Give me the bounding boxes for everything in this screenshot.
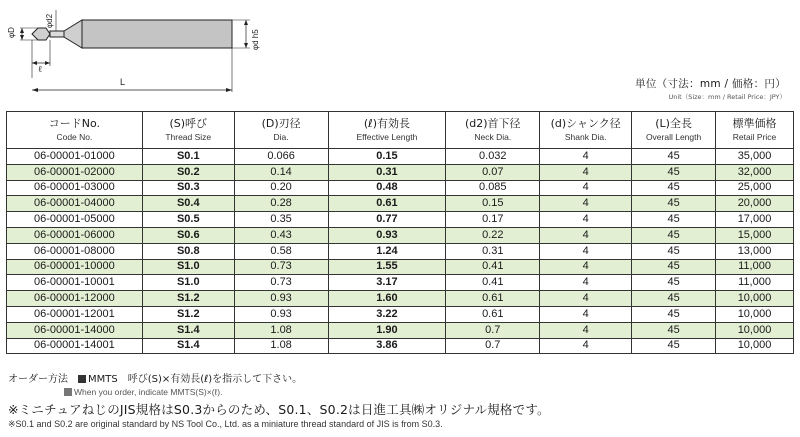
cell-thread-size: S0.6 — [142, 227, 234, 243]
cell-shank-dia: 4 — [540, 259, 632, 275]
cell-thread-size: S1.0 — [142, 259, 234, 275]
cell-retail-price: 11,000 — [716, 259, 794, 275]
cell-shank-dia: 4 — [540, 322, 632, 338]
cell-shank-dia: 4 — [540, 164, 632, 180]
header-overall-length: (L)全長 Overall Length — [632, 112, 716, 149]
table-row — [7, 149, 794, 165]
cell-overall-length: 45 — [632, 338, 716, 354]
header-effective-length: (ℓ)有効長 Effective Length — [328, 112, 446, 149]
table-row — [7, 291, 794, 307]
header-shank-dia: (d)シャンク径 Shank Dia. — [540, 112, 632, 149]
tool-drawing — [0, 0, 290, 100]
header-code: コードNo. Code No. — [7, 112, 143, 149]
header-dia: (D)刃径 Dia. — [234, 112, 328, 149]
cell-neck-dia: 0.15 — [446, 196, 540, 212]
cell-dia: 0.20 — [234, 180, 328, 196]
cell-shank-dia: 4 — [540, 338, 632, 354]
cell-retail-price: 15,000 — [716, 227, 794, 243]
length-L-label: L — [120, 77, 126, 87]
cell-dia: 0.93 — [234, 306, 328, 322]
cell-dia: 1.08 — [234, 338, 328, 354]
cell-dia: 0.73 — [234, 275, 328, 291]
cell-thread-size: S1.0 — [142, 275, 234, 291]
jis-note-jp: ※ミニチュアねじのJIS規格はS0.3からのため、S0.1、S0.2は日進工具㈱オリジナル規格です。 — [8, 402, 550, 417]
cell-shank-dia: 4 — [540, 243, 632, 259]
cell-shank-dia: 4 — [540, 227, 632, 243]
spec-table — [6, 111, 794, 354]
cell-thread-size: S0.8 — [142, 243, 234, 259]
cell-dia: 1.08 — [234, 322, 328, 338]
cell-retail-price: 17,000 — [716, 212, 794, 228]
cell-dia: 0.28 — [234, 196, 328, 212]
cell-overall-length: 45 — [632, 275, 716, 291]
cell-shank-dia: 4 — [540, 196, 632, 212]
table-row — [7, 306, 794, 322]
table-header-row — [7, 112, 794, 149]
table-row — [7, 259, 794, 275]
cell-neck-dia: 0.61 — [446, 306, 540, 322]
cell-overall-length: 45 — [632, 149, 716, 165]
notes — [8, 373, 798, 430]
table-row — [7, 180, 794, 196]
cell-code: 06-00001-01000 — [7, 149, 143, 165]
cell-thread-size: S0.5 — [142, 212, 234, 228]
cell-thread-size: S0.4 — [142, 196, 234, 212]
cell-neck-dia: 0.17 — [446, 212, 540, 228]
square-bullet-icon — [78, 375, 86, 383]
header-neck-dia: (d2)首下径 Neck Dia. — [446, 112, 540, 149]
cell-code: 06-00001-05000 — [7, 212, 143, 228]
cell-code: 06-00001-02000 — [7, 164, 143, 180]
cell-dia: 0.73 — [234, 259, 328, 275]
cell-dia: 0.066 — [234, 149, 328, 165]
cell-overall-length: 45 — [632, 180, 716, 196]
cell-overall-length: 45 — [632, 306, 716, 322]
cell-neck-dia: 0.032 — [446, 149, 540, 165]
cell-effective-length: 0.93 — [328, 227, 446, 243]
cell-shank-dia: 4 — [540, 275, 632, 291]
cell-overall-length: 45 — [632, 196, 716, 212]
cell-code: 06-00001-08000 — [7, 243, 143, 259]
cell-neck-dia: 0.7 — [446, 338, 540, 354]
header-retail-price: 標準価格 Retail Price — [716, 112, 794, 149]
cell-code: 06-00001-10000 — [7, 259, 143, 275]
cell-retail-price: 32,000 — [716, 164, 794, 180]
cell-retail-price: 20,000 — [716, 196, 794, 212]
cell-shank-dia: 4 — [540, 306, 632, 322]
cell-effective-length: 0.77 — [328, 212, 446, 228]
table-row — [7, 196, 794, 212]
order-jp: MMTS 呼び(S)×有効長(ℓ)を指示して下さい。 — [88, 374, 303, 385]
cell-thread-size: S1.4 — [142, 338, 234, 354]
cell-thread-size: S0.1 — [142, 149, 234, 165]
cell-overall-length: 45 — [632, 243, 716, 259]
dia-d2-label: φd2 — [45, 13, 54, 28]
cell-retail-price: 35,000 — [716, 149, 794, 165]
order-method — [8, 373, 798, 386]
cell-thread-size: S1.2 — [142, 306, 234, 322]
unit-note-jp: 単位（寸法：mm / 価格：円） — [635, 78, 786, 90]
cell-effective-length: 1.55 — [328, 259, 446, 275]
cell-code: 06-00001-14000 — [7, 322, 143, 338]
cell-retail-price: 10,000 — [716, 291, 794, 307]
cell-effective-length: 0.48 — [328, 180, 446, 196]
cell-dia: 0.35 — [234, 212, 328, 228]
cell-code: 06-00001-14001 — [7, 338, 143, 354]
cell-retail-price: 10,000 — [716, 306, 794, 322]
cell-retail-price: 25,000 — [716, 180, 794, 196]
cell-neck-dia: 0.22 — [446, 227, 540, 243]
cell-neck-dia: 0.07 — [446, 164, 540, 180]
cell-effective-length: 0.31 — [328, 164, 446, 180]
square-bullet-icon — [64, 388, 72, 396]
cell-overall-length: 45 — [632, 212, 716, 228]
cell-dia: 0.43 — [234, 227, 328, 243]
cell-effective-length: 3.17 — [328, 275, 446, 291]
cell-dia: 0.58 — [234, 243, 328, 259]
cell-neck-dia: 0.61 — [446, 291, 540, 307]
cell-retail-price: 10,000 — [716, 338, 794, 354]
cell-neck-dia: 0.41 — [446, 259, 540, 275]
cell-overall-length: 45 — [632, 259, 716, 275]
cell-dia: 0.14 — [234, 164, 328, 180]
cell-shank-dia: 4 — [540, 291, 632, 307]
dia-d-label: φD — [7, 27, 16, 38]
unit-note — [635, 76, 786, 101]
cell-retail-price: 10,000 — [716, 322, 794, 338]
cell-shank-dia: 4 — [540, 149, 632, 165]
cell-effective-length: 1.90 — [328, 322, 446, 338]
cell-code: 06-00001-12000 — [7, 291, 143, 307]
cell-thread-size: S1.2 — [142, 291, 234, 307]
cell-effective-length: 0.61 — [328, 196, 446, 212]
cell-dia: 0.93 — [234, 291, 328, 307]
cell-overall-length: 45 — [632, 291, 716, 307]
table-row — [7, 243, 794, 259]
header-thread-size: (S)呼び Thread Size — [142, 112, 234, 149]
cell-effective-length: 3.86 — [328, 338, 446, 354]
cell-code: 06-00001-12001 — [7, 306, 143, 322]
jis-note-en: ※S0.1 and S0.2 are original standard by NS Tool Co., Ltd. as a miniature thread standard of JIS is from S0.3. — [8, 419, 443, 429]
cell-neck-dia: 0.41 — [446, 275, 540, 291]
table-row — [7, 275, 794, 291]
cell-retail-price: 11,000 — [716, 275, 794, 291]
cell-effective-length: 3.22 — [328, 306, 446, 322]
cell-neck-dia: 0.31 — [446, 243, 540, 259]
table-row — [7, 227, 794, 243]
table-row — [7, 164, 794, 180]
cell-effective-length: 1.60 — [328, 291, 446, 307]
table-row — [7, 322, 794, 338]
cell-code: 06-00001-10001 — [7, 275, 143, 291]
cell-effective-length: 0.15 — [328, 149, 446, 165]
cell-effective-length: 1.24 — [328, 243, 446, 259]
cell-shank-dia: 4 — [540, 212, 632, 228]
order-method-en — [8, 386, 798, 398]
table-row — [7, 338, 794, 354]
cell-neck-dia: 0.085 — [446, 180, 540, 196]
cell-code: 06-00001-03000 — [7, 180, 143, 196]
cell-overall-length: 45 — [632, 164, 716, 180]
dia-d-shank-label: φd h5 — [251, 29, 260, 50]
order-label: オーダー方法 — [8, 374, 68, 385]
cell-neck-dia: 0.7 — [446, 322, 540, 338]
cell-thread-size: S1.4 — [142, 322, 234, 338]
cell-retail-price: 13,000 — [716, 243, 794, 259]
cell-code: 06-00001-04000 — [7, 196, 143, 212]
cell-overall-length: 45 — [632, 227, 716, 243]
table-row — [7, 212, 794, 228]
cell-shank-dia: 4 — [540, 180, 632, 196]
unit-note-en: Unit（Size：mm / Retail Price：JPY） — [668, 93, 786, 101]
cell-code: 06-00001-06000 — [7, 227, 143, 243]
cell-overall-length: 45 — [632, 322, 716, 338]
cell-thread-size: S0.2 — [142, 164, 234, 180]
cell-thread-size: S0.3 — [142, 180, 234, 196]
length-l-label: ℓ — [38, 64, 43, 74]
order-en: When you order, indicate MMTS(S)×(ℓ). — [74, 387, 223, 397]
